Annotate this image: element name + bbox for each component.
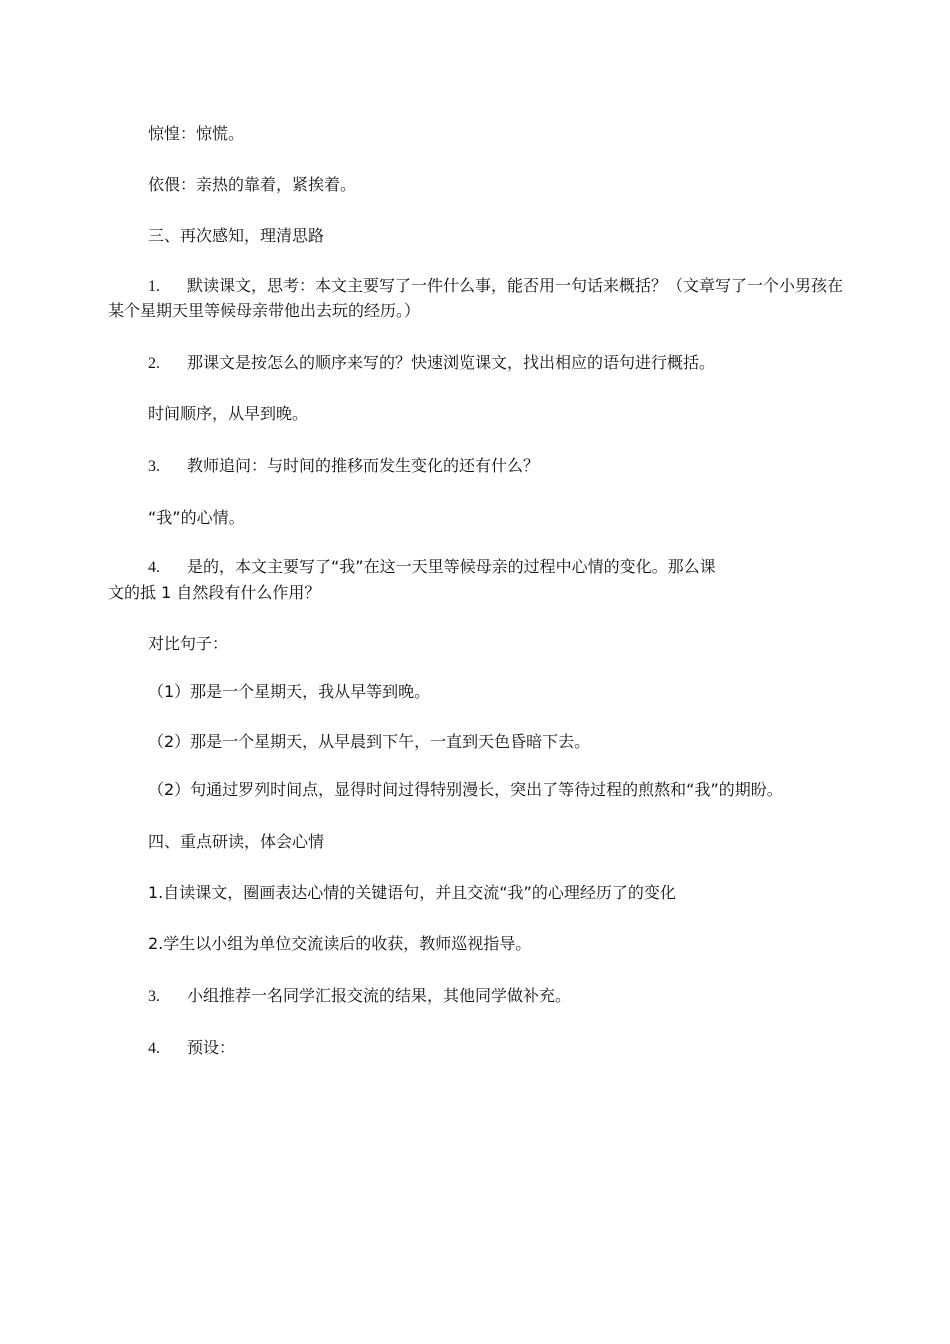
- paragraph-definition-yiwei: 依偎：亲热的靠着，紧挨着。: [148, 175, 357, 194]
- list-number: 3.: [148, 988, 160, 1005]
- list-number: 2.: [148, 355, 160, 372]
- section-heading-3: 三、再次感知，理清思路: [148, 226, 325, 245]
- list-item-4-1: 1.自读课文，圈画表达心情的关键语句，并且交流“我”的心理经历了的变化: [148, 883, 676, 902]
- paragraph-answer-mood: “我”的心情。: [148, 508, 245, 527]
- list-number: 3.: [148, 458, 160, 475]
- list-item-text: 预设：: [187, 1038, 236, 1057]
- list-item-4-2: 2.学生以小组为单位交流读后的收获，教师巡视指导。: [148, 934, 532, 953]
- paragraph-compare-sentences: 对比句子：: [148, 634, 229, 653]
- list-number: 4.: [148, 1040, 160, 1057]
- list-item-4-4: [148, 1036, 235, 1061]
- list-item-text: 是的，本文主要写了“我”在这一天里等候母亲的过程中心情的变化。那么课: [187, 557, 716, 576]
- list-item-3-1: [108, 274, 848, 323]
- list-item-3-2: [148, 351, 715, 376]
- list-item-text: 默读课文，思考：本文主要写了一件什么事，能否用一句话来概括？（文章写了一个小男孩在某个星期天里等候母亲带他出去玩的经历。）: [108, 276, 844, 320]
- list-item-4-3: [148, 984, 571, 1009]
- paragraph-analysis: （2）句通过罗列时间点，显得时间过得特别漫长，突出了等待过程的煎熬和“我”的期盼。: [148, 780, 783, 799]
- list-item-3-3: [148, 454, 539, 479]
- list-item-text: 小组推荐一名同学汇报交流的结果，其他同学做补充。: [187, 986, 572, 1005]
- list-item-3-4-line1: [148, 555, 716, 580]
- paragraph-answer-time-order: 时间顺序，从早到晚。: [148, 404, 309, 423]
- list-item-text: 那课文是按怎么的顺序来写的？快速浏览课文，找出相应的语句进行概括。: [187, 353, 716, 372]
- list-number: 1.: [148, 278, 160, 295]
- list-item-text: 教师追问：与时间的推移而发生变化的还有什么？: [187, 456, 540, 475]
- list-item-3-4-line2: 文的抵 1 自然段有什么作用？: [108, 583, 321, 602]
- section-heading-4: 四、重点研读，体会心情: [148, 832, 325, 851]
- sentence-2: （2）那是一个星期天，从早晨到下午，一直到天色昏暗下去。: [148, 732, 591, 751]
- list-number: 4.: [148, 559, 160, 576]
- paragraph-definition-jinghuang: 惊惶：惊慌。: [148, 124, 245, 143]
- sentence-1: （1）那是一个星期天，我从早等到晚。: [148, 682, 431, 701]
